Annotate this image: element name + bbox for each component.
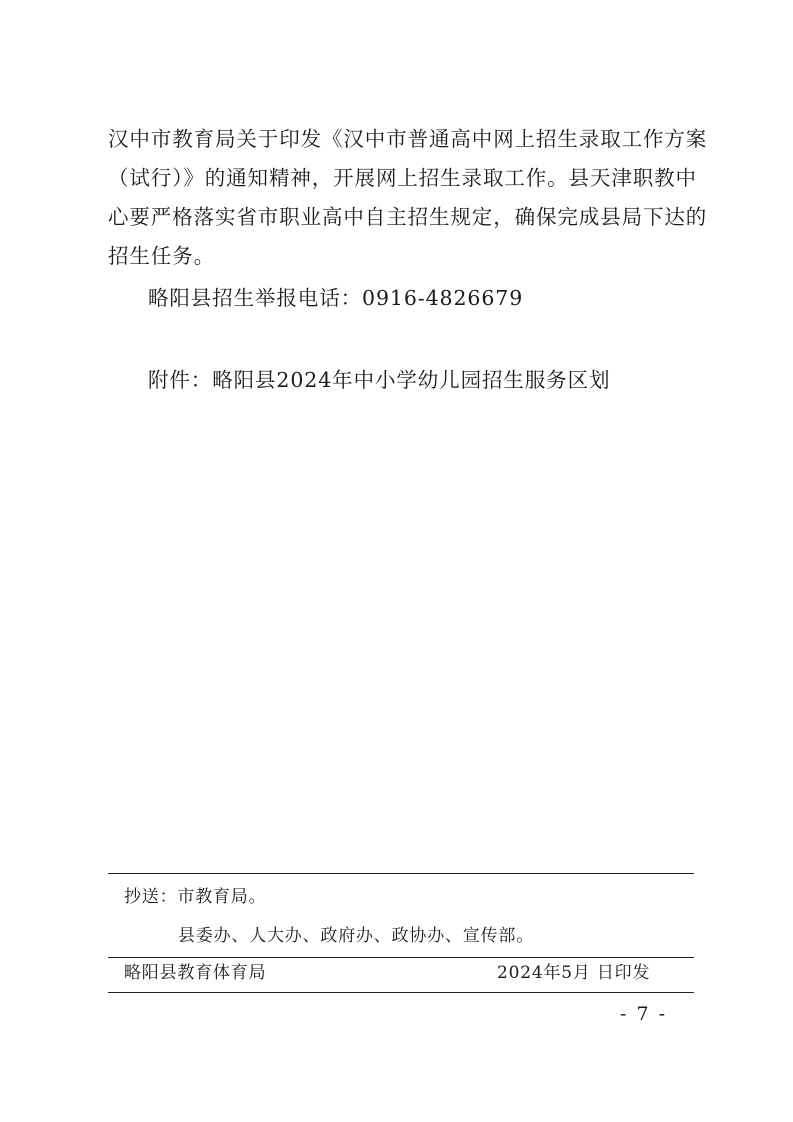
hotline-text: 略阳县招生举报电话：0916-4826679: [148, 286, 524, 310]
attachment-text: 附件：略阳县2024年中小学幼儿园招生服务区划: [148, 368, 611, 392]
footer-bottom-rule: [108, 992, 694, 993]
footer-middle-rule: [108, 957, 694, 958]
page-number: - 7 -: [620, 1003, 668, 1025]
footer-top-rule: [108, 873, 694, 874]
paragraph-line-3: 心要严格落实省市职业高中自主招生规定，确保完成县局下达的: [108, 205, 708, 229]
issue-date: 2024年5月 日印发: [497, 963, 651, 983]
cc-line-2: 县委办、人大办、政府办、政协办、宣传部。: [178, 926, 534, 946]
cc-line-1: 抄送：市教育局。: [124, 887, 267, 907]
paragraph-line-1: 汉中市教育局关于印发《汉中市普通高中网上招生录取工作方案: [108, 127, 708, 151]
paragraph-line-4: 招生任务。: [108, 244, 215, 268]
paragraph-line-2: （试行）》的通知精神，开展网上招生录取工作。县天津职教中: [108, 166, 697, 190]
issuer-name: 略阳县教育体育局: [124, 963, 267, 983]
